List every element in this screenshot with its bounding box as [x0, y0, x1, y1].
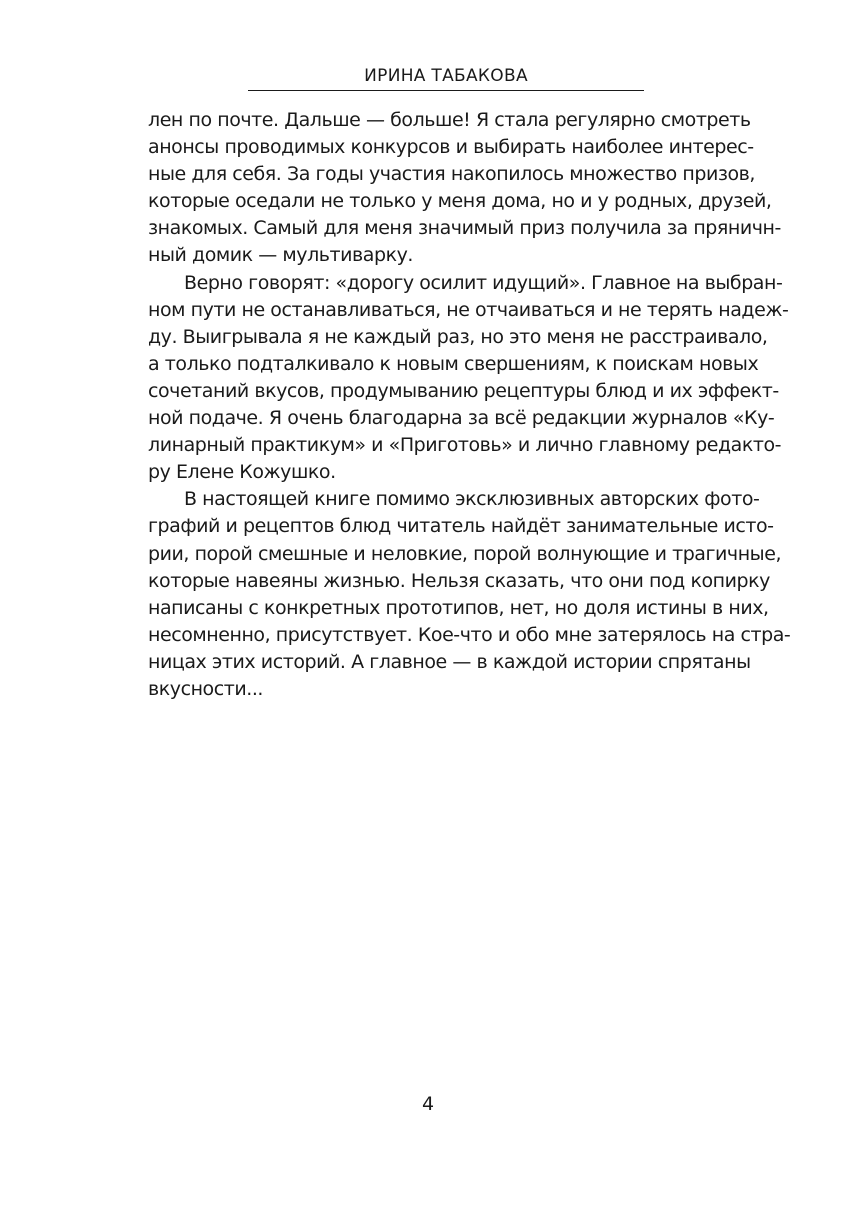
text-line: лен по почте. Дальше — больше! Я стала регулярно смотреть: [148, 109, 751, 131]
page-number: 4: [421, 1093, 435, 1115]
text-line: вкусности...: [148, 677, 263, 700]
text-line: В настоящей книге помимо эксклюзивных авторских фото-: [184, 488, 760, 511]
text-line: линарный практикум» и «Приготовь» и лично главному редакто-: [148, 434, 782, 457]
text-line: Верно говорят: «дорогу осилит идущий». Главное на выбран-: [184, 271, 783, 294]
text-line: ном пути не останавливаться, не отчаиваться и не терять надеж-: [148, 298, 789, 321]
text-line: ные для себя. За годы участия накопилось множество призов,: [148, 163, 756, 186]
text-line: сочетаний вкусов, продумыванию рецептуры блюд и их эффект-: [148, 379, 779, 402]
text-line: написаны с конкретных прототипов, нет, но доля истины в них,: [148, 596, 769, 619]
text-line: анонсы проводимых конкурсов и выбирать наиболее интерес-: [148, 136, 754, 159]
text-line: ный домик — мультиварку.: [148, 244, 414, 267]
header-rule: [248, 90, 644, 91]
text-line: которые оседали не только у меня дома, но и у родных, друзей,: [148, 190, 772, 213]
text-line: а только подталкивало к новым свершениям, к поискам новых: [148, 352, 759, 375]
paragraph-2: [148, 270, 789, 487]
running-head-author: ИРИНА ТАБАКОВА: [364, 66, 528, 86]
text-line: ницах этих историй. А главное — в каждой истории спрятаны: [148, 650, 751, 673]
paragraph-1: [148, 107, 781, 270]
text-line: несомненно, присутствует. Кое-что и обо мне затерялось на стра-: [148, 623, 791, 646]
text-line: ру Елене Кожушко.: [148, 461, 336, 484]
text-line: знакомых. Самый для меня значимый приз получила за пряничн-: [148, 217, 781, 240]
text-line: рии, порой смешные и неловкие, порой волнующие и трагичные,: [148, 542, 782, 565]
text-line: ной подаче. Я очень благодарна за всё редакции журналов «Ку-: [148, 407, 775, 430]
body-text: [148, 107, 791, 703]
text-line: ду. Выигрывала я не каждый раз, но это меня не расстраивало,: [148, 325, 768, 348]
text-line: графий и рецептов блюд читатель найдёт занимательные исто-: [148, 515, 774, 538]
paragraph-3: [148, 486, 791, 703]
text-line: которые навеяны жизнью. Нельзя сказать, что они под копирку: [148, 569, 770, 592]
